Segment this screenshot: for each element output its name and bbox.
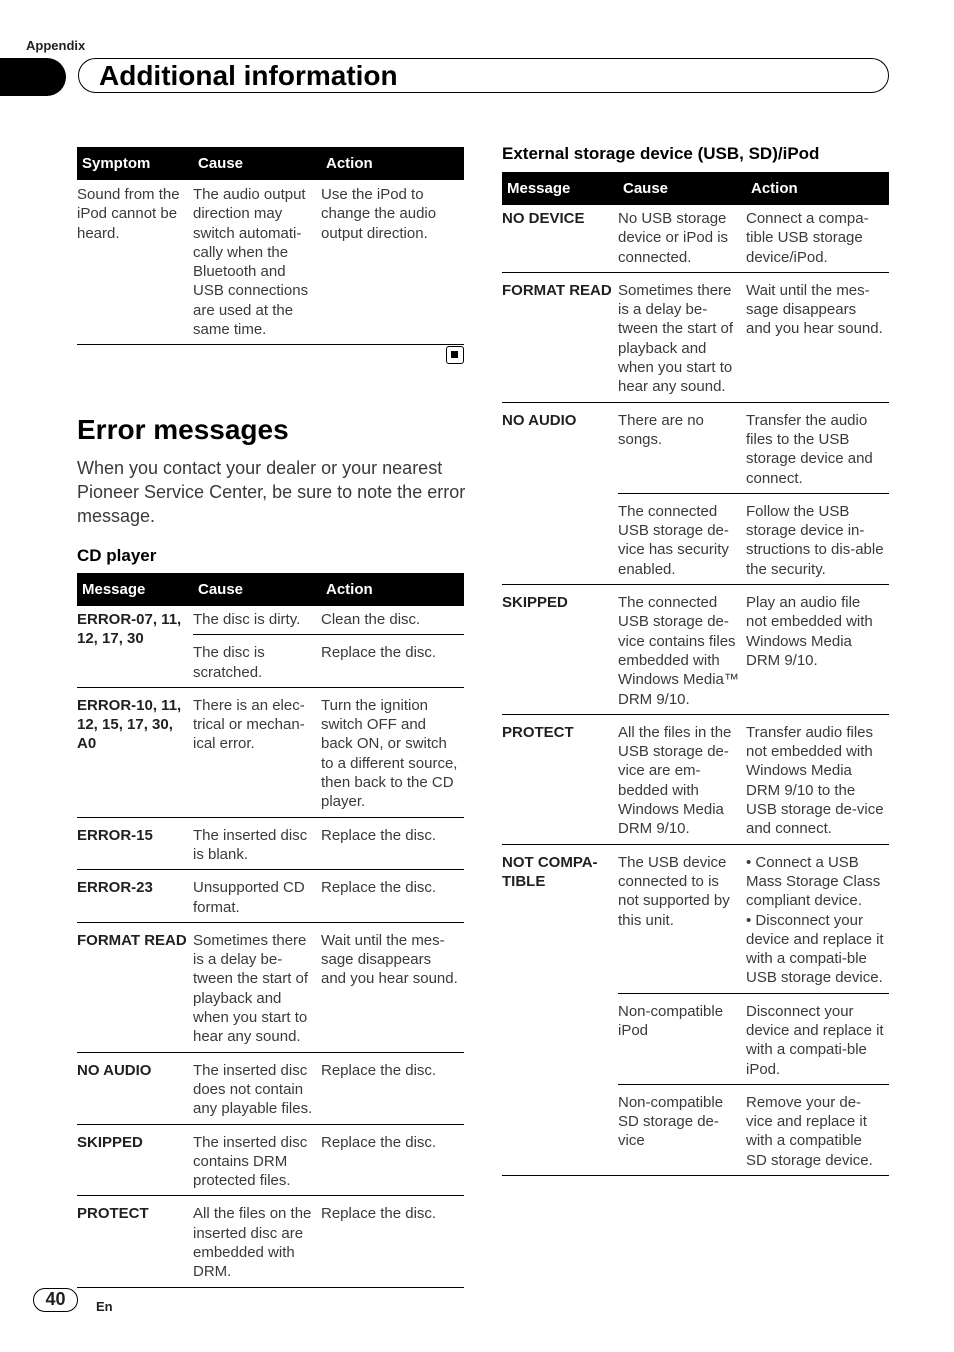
cause-cell: The disc is dirty. <box>193 606 321 635</box>
section-title-bar <box>78 58 889 93</box>
table-row <box>77 1196 464 1287</box>
header-message: Message <box>502 172 618 205</box>
table-row <box>502 844 889 993</box>
error-messages-heading: Error messages <box>77 414 289 445</box>
action-cell: Clean the disc. <box>321 606 464 635</box>
cd-player-table-header <box>77 573 464 606</box>
symptom-table-header <box>77 147 464 180</box>
action-cell: Replace the disc. <box>321 817 464 870</box>
message-cell: NOT COMPA-TIBLE <box>502 844 618 1175</box>
cause-cell: There is an elec-trical or mechan-ical error. <box>193 687 321 817</box>
cause-cell: The inserted disc is blank. <box>193 817 321 870</box>
table-row <box>77 817 464 870</box>
cause-cell: The connected USB storage de-vice contains files embedded with Windows Media™ DRM 9/10. <box>618 585 746 715</box>
header-action: Action <box>746 172 889 205</box>
message-cell: SKIPPED <box>502 585 618 715</box>
action-cell: Replace the disc. <box>321 1124 464 1196</box>
action-cell: Remove your de-vice and replace it with a compatible SD storage device. <box>746 1084 889 1175</box>
message-cell: NO AUDIO <box>502 402 618 584</box>
message-cell: NO DEVICE <box>502 205 618 272</box>
cause-cell: All the files on the inserted disc are embedded with DRM. <box>193 1196 321 1287</box>
cause-cell: The USB device connected to is not supported by this unit. <box>618 844 746 993</box>
table-row <box>77 687 464 817</box>
message-cell: ERROR-23 <box>77 870 193 923</box>
action-cell: Replace the disc. <box>321 1052 464 1124</box>
cause-cell: The disc is scratched. <box>193 635 321 688</box>
cause-cell: There are no songs. <box>618 402 746 493</box>
action-cell: Wait until the mes-sage disappears and you hear sound. <box>746 272 889 402</box>
action-cell: Wait until the mes-sage disappears and you hear sound. <box>321 922 464 1052</box>
external-storage-table <box>502 172 889 1176</box>
language-label: En <box>96 1299 113 1314</box>
header-cause: Cause <box>193 573 321 606</box>
header-symptom: Symptom <box>77 147 193 180</box>
action-cell: Play an audio file not embedded with Windows Media DRM 9/10. <box>746 585 889 715</box>
table-row <box>502 714 889 844</box>
symptom-table-container <box>77 147 464 345</box>
cause-cell: The connected USB storage de-vice has security enabled. <box>618 493 746 584</box>
table-row <box>77 870 464 923</box>
action-cell: Replace the disc. <box>321 1196 464 1287</box>
section-tab-marker <box>0 58 66 96</box>
message-cell: ERROR-15 <box>77 817 193 870</box>
header-cause: Cause <box>193 147 321 180</box>
action-cell: Replace the disc. <box>321 635 464 688</box>
cause-cell: Sometimes there is a delay be-tween the start of playback and when you start to hear any sound. <box>193 922 321 1052</box>
action-cell: • Connect a USB Mass Storage Class compliant device. • Disconnect your device and replace it with a compati-ble USB storage device. <box>746 844 889 993</box>
cause-cell: Non-compatible SD storage de-vice <box>618 1084 746 1175</box>
table-row <box>77 1124 464 1196</box>
section-title: Additional information <box>99 60 398 91</box>
action-cell: Use the iPod to change the audio output direction. <box>321 180 464 345</box>
action-cell: Connect a compa-tible USB storage device/iPod. <box>746 205 889 272</box>
header-action: Action <box>321 147 464 180</box>
message-cell: PROTECT <box>502 714 618 844</box>
message-cell: ERROR-07, 11, 12, 17, 30 <box>77 606 193 687</box>
symptom-table <box>77 147 464 345</box>
cause-cell: Non-compatible iPod <box>618 993 746 1084</box>
message-cell: NO AUDIO <box>77 1052 193 1124</box>
cd-player-heading: CD player <box>77 546 157 565</box>
section-end-icon <box>446 346 464 364</box>
message-cell: FORMAT READ <box>77 922 193 1052</box>
cd-player-section <box>77 546 464 1288</box>
cause-cell: Unsupported CD format. <box>193 870 321 923</box>
error-messages-intro: When you contact your dealer or your nearest Pioneer Service Center, be sure to note the error message. <box>77 458 466 526</box>
action-cell: Turn the ignition switch OFF and back ON, or switch to a different source, then back to the CD player. <box>321 687 464 817</box>
action-cell: Replace the disc. <box>321 870 464 923</box>
message-cell: PROTECT <box>77 1196 193 1287</box>
action-cell: Follow the USB storage device in-structions to dis-able the security. <box>746 493 889 584</box>
cause-cell: The audio output direction may switch automati-cally when the Bluetooth and USB connections are used at the same time. <box>193 180 321 345</box>
table-row <box>77 1052 464 1124</box>
table-row <box>77 606 464 635</box>
header-message: Message <box>77 573 193 606</box>
appendix-label: Appendix <box>26 38 86 53</box>
table-row <box>502 585 889 715</box>
table-row <box>502 272 889 402</box>
cause-cell: The inserted disc contains DRM protected files. <box>193 1124 321 1196</box>
external-storage-table-header <box>502 172 889 205</box>
table-row <box>502 402 889 493</box>
action-cell: Transfer audio files not embedded with Windows Media DRM 9/10 to the USB storage de-vice and connect. <box>746 714 889 844</box>
cause-cell: No USB storage device or iPod is connected. <box>618 205 746 272</box>
cause-cell: The inserted disc does not contain any playable files. <box>193 1052 321 1124</box>
table-row <box>502 205 889 272</box>
header-action: Action <box>321 573 464 606</box>
external-storage-heading: External storage device (USB, SD)/iPod <box>502 144 820 163</box>
page-number: 40 <box>33 1288 78 1312</box>
action-cell: Disconnect your device and replace it with a compati-ble iPod. <box>746 993 889 1084</box>
message-cell: FORMAT READ <box>502 272 618 402</box>
external-storage-section <box>502 144 889 1176</box>
cause-cell: All the files in the USB storage de-vice are em-bedded with Windows Media DRM 9/10. <box>618 714 746 844</box>
message-cell: ERROR-10, 11, 12, 15, 17, 30, A0 <box>77 687 193 817</box>
cause-cell: Sometimes there is a delay be-tween the start of playback and when you start to hear any sound. <box>618 272 746 402</box>
action-cell: Transfer the audio files to the USB storage device and connect. <box>746 402 889 493</box>
header-cause: Cause <box>618 172 746 205</box>
cd-player-table <box>77 573 464 1288</box>
table-row <box>77 922 464 1052</box>
table-row <box>77 180 464 345</box>
symptom-cell: Sound from the iPod cannot be heard. <box>77 180 193 345</box>
message-cell: SKIPPED <box>77 1124 193 1196</box>
